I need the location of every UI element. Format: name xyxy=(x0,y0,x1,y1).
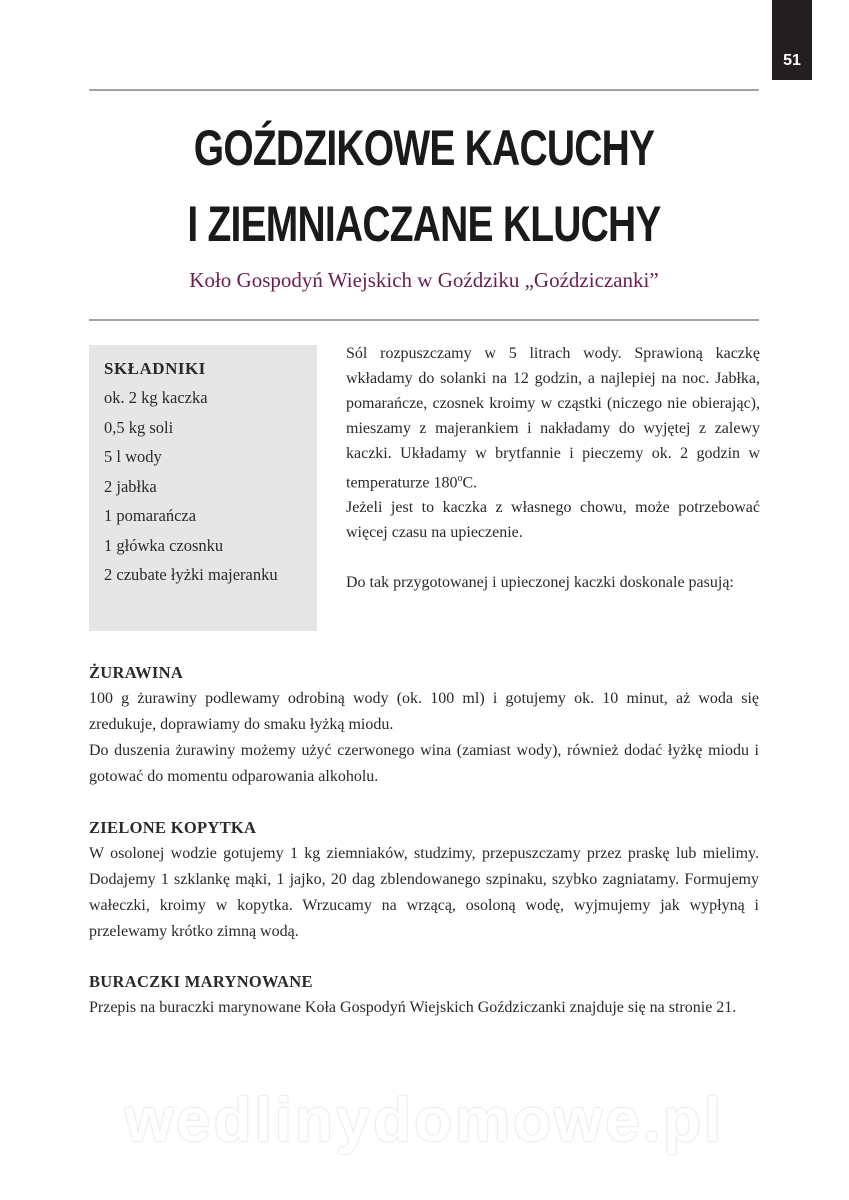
section-heading: BURACZKI MARYNOWANE xyxy=(89,972,313,991)
section-paragraph: W osolonej wodzie gotujemy 1 kg ziemniaków, studzimy, przepuszczamy przez praskę lub mielimy. Dodajemy 1 szklankę mąki, 1 jajko, 20 dag zblendowanego szpinaku, szybko zagniatamy. Formujemy wałeczki, kroimy w kopytka. Wrzucamy na wrzącą, osoloną wodę, wyjmujemy jak wypłyną i przelewamy krótko zimną wodą. xyxy=(89,845,759,940)
ingredient-item: 0,5 kg soli xyxy=(104,417,174,437)
section-paragraph: Do duszenia żurawiny możemy użyć czerwonego wina (zamiast wody), również dodać łyżkę miodu i gotować do momentu odparowania alkoholu. xyxy=(89,742,759,785)
ingredient-item: 5 l wody xyxy=(104,447,162,466)
section-paragraph: Przepis na buraczki marynowane Koła Gospodyń Wiejskich Goździczanki znajduje się na stronie 21. xyxy=(89,999,737,1016)
temperature-unit: C. xyxy=(462,474,478,492)
ingredient-item: ok. 2 kg kaczka xyxy=(104,388,208,407)
section-pickled-beets xyxy=(89,969,759,1021)
degree-sign: o xyxy=(457,473,463,484)
ingredient-item: 2 jabłka xyxy=(104,476,157,496)
watermark: wedlinydomowe.pl xyxy=(124,1086,725,1155)
section-heading: ŻURAWINA xyxy=(89,663,184,682)
recipe-title xyxy=(163,110,686,262)
method-paragraph: Do tak przygotowanej i upieczonej kaczki doskonale pasują: xyxy=(346,574,734,592)
method-paragraph-text: Sól rozpuszczamy w 5 litrach wody. Sprawioną kaczkę wkładamy do solanki na 12 godzin, a najlepiej na noc. Jabłka, pomarańcze, czosnek kroimy w cząstki (niczego nie obierając), mieszamy z majerankiem i nakładamy do wyjętej z zalewy kaczki. Układamy w brytfannie i pieczemy ok. 2 godzin w temperaturze 180 xyxy=(346,345,760,492)
page-number: 51 xyxy=(783,52,801,69)
header-divider xyxy=(89,319,759,321)
ingredients-list xyxy=(104,383,317,590)
top-divider xyxy=(89,89,759,91)
section-green-dumplings xyxy=(89,815,759,945)
ingredient-item: 1 pomarańcza xyxy=(104,506,197,525)
recipe-author: Koło Gospodyń Wiejskich w Goździku „Goździczanki” xyxy=(189,268,659,292)
ingredient-item: 1 główka czosnku xyxy=(104,535,224,555)
section-heading: ZIELONE KOPYTKA xyxy=(89,818,257,837)
ingredients-box xyxy=(89,345,317,631)
section-cranberry xyxy=(89,660,759,790)
method-paragraph xyxy=(346,341,760,495)
method-paragraph: Jeżeli jest to kaczka z własnego chowu, może potrzebować więcej czasu na upieczenie. xyxy=(346,499,760,542)
page-number-tab xyxy=(772,0,812,80)
recipe-title-line-1: GOŹDZIKOWE KACUCHY xyxy=(193,120,655,176)
section-paragraph: 100 g żurawiny podlewamy odrobiną wody (ok. 100 ml) i gotujemy ok. 10 minut, aż woda się zredukuje, doprawiamy do smaku łyżką miodu. xyxy=(89,690,759,733)
ingredients-heading: SKŁADNIKI xyxy=(104,359,206,378)
method-text xyxy=(346,341,760,595)
recipe-title-line-2: I ZIEMNIACZANE KLUCHY xyxy=(187,196,661,252)
ingredient-item: 2 czubate łyżki majeranku xyxy=(104,565,278,584)
